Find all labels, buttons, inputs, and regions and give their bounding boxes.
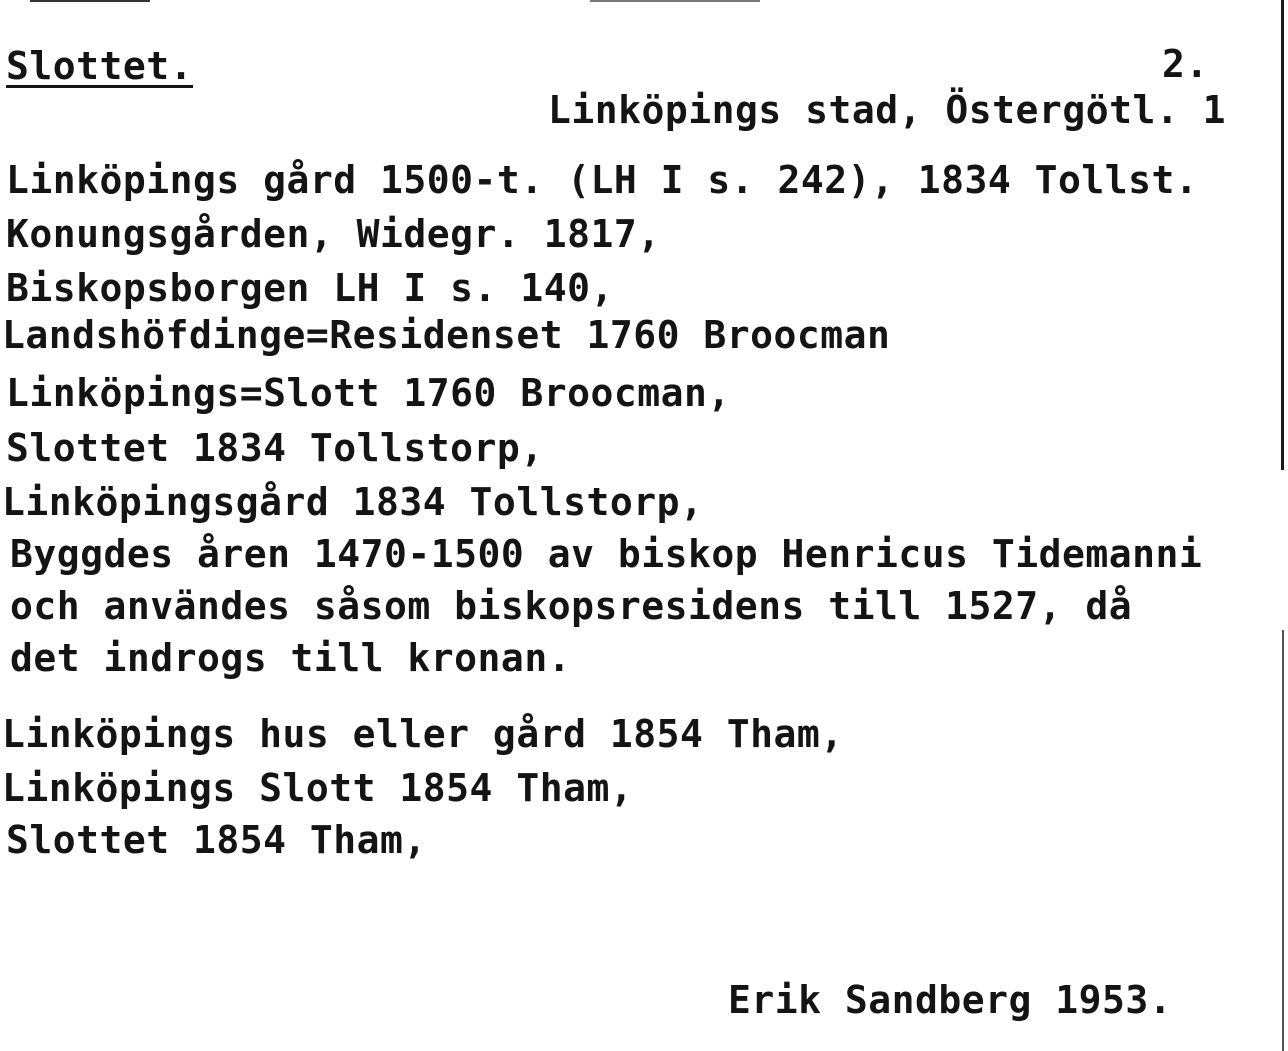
card-right-edge-lower	[1282, 630, 1284, 1051]
name-entry: Linköpings hus eller gård 1854 Tham,	[2, 712, 844, 756]
card-top-edge	[30, 0, 150, 2]
name-entry: Linköpings Slott 1854 Tham,	[2, 766, 634, 810]
description-line: Byggdes åren 1470-1500 av biskop Henricus Tidemanni	[10, 532, 1203, 576]
description-line: det indrogs till kronan.	[10, 636, 572, 680]
name-entry: Linköpings gård 1500-t. (LH I s. 242), 1834 Tollst.	[6, 158, 1199, 202]
card-title: Slottet.	[6, 44, 194, 88]
name-entry: Linköpings=Slott 1760 Broocman,	[6, 371, 731, 415]
location-heading: Linköpings stad, Östergötl. 1	[548, 88, 1226, 132]
card-right-edge	[1281, 0, 1284, 470]
name-entry: Slottet 1834 Tollstorp,	[6, 426, 544, 470]
name-entry: Konungsgården, Widegr. 1817,	[6, 212, 661, 256]
page-number: 2.	[1162, 42, 1209, 86]
name-entry: Linköpingsgård 1834 Tollstorp,	[2, 480, 704, 524]
name-entry: Landshöfdinge=Residenset 1760 Broocman	[2, 313, 891, 357]
card-top-edge-mid	[590, 0, 760, 2]
name-entry: Slottet 1854 Tham,	[6, 818, 427, 862]
signature: Erik Sandberg 1953.	[728, 978, 1173, 1022]
name-entry: Biskopsborgen LH I s. 140,	[6, 266, 614, 310]
description-line: och användes såsom biskopsresidens till 1527, då	[10, 584, 1133, 628]
